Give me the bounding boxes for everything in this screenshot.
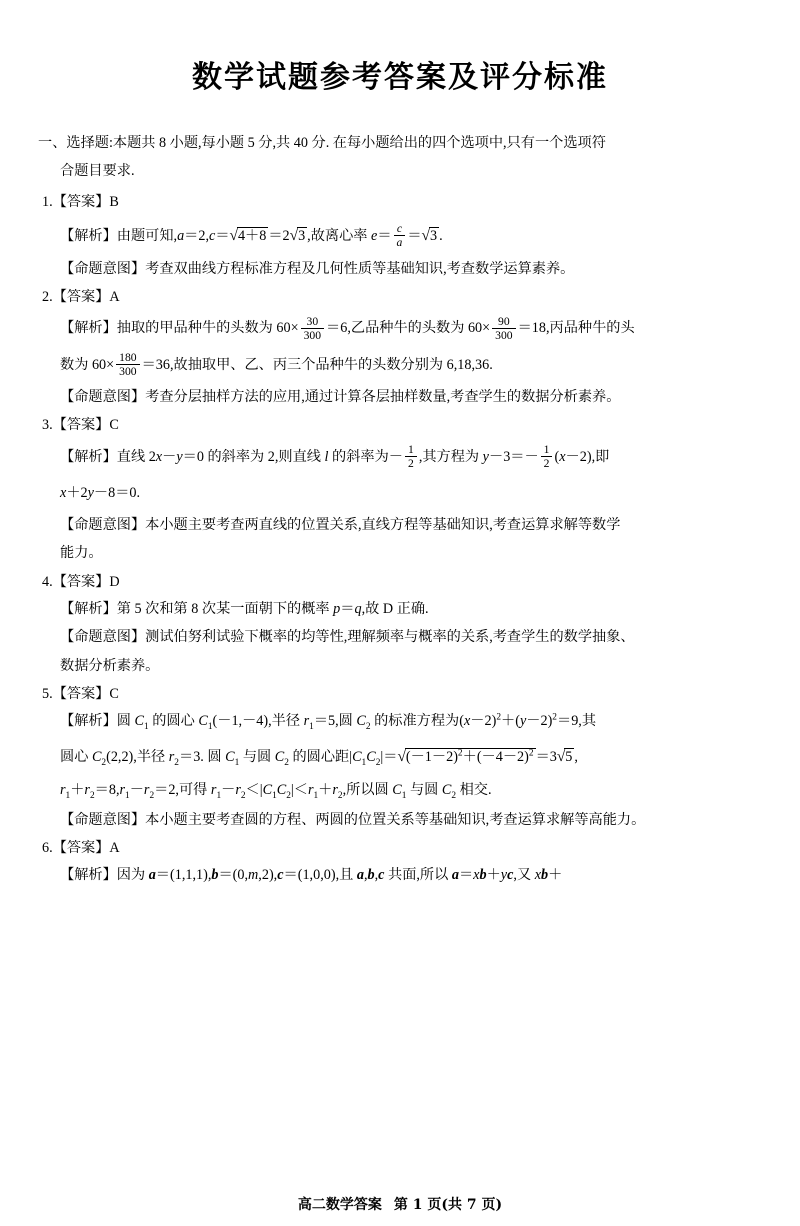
solution-line: 【解析】第 5 次和第 8 次某一面朝下的概率 p＝q,故 D 正确. <box>60 601 429 617</box>
section-heading <box>38 130 762 185</box>
intent-text: 考查双曲线方程标准方程及几何性质等基础知识,考查数学运算素养。 <box>145 260 575 277</box>
section-heading-line1: 一、选择题:本题共 8 小题,每小题 5 分,共 40 分. 在每小题给出的四个选项中,只有一个选项符 <box>38 135 606 151</box>
answer-value: A <box>109 289 120 306</box>
answer-label: 【答案】 <box>52 289 110 306</box>
answer-item-6 <box>38 835 762 890</box>
intent-line: 【命题意图】本小题主要考查两直线的位置关系,直线方程等基础知识,考查运算求解等数学 <box>60 516 621 533</box>
solution-label: 【解析】 <box>60 601 117 617</box>
solution-label: 【解析】 <box>60 448 117 465</box>
solution-line: 【解析】直线 2x－y＝0 的斜率为 2,则直线 l 的斜率为－ $\frac{1}{2}$ ,其方程为 y－3＝－ $\frac{1}{2}$ (x－2),即 <box>60 442 610 470</box>
intent-text: 考查分层抽样方法的应用,通过计算各层抽样数量,考查学生的数据分析素养。 <box>145 388 621 405</box>
solution-label: 【解析】 <box>60 713 117 730</box>
item-number: 3. <box>42 417 53 434</box>
solution-line-cont: 数为 60× $\frac{180}{300}$ ＝36,故抽取甲、乙、丙三个品种牛的头数分别为 6,18,36. <box>60 350 493 378</box>
answer-item-4 <box>38 569 762 680</box>
intent-line <box>38 383 762 411</box>
answer-line <box>38 835 762 861</box>
intent-label: 【命题意图】 <box>60 629 146 646</box>
answer-label: 【答案】 <box>52 840 110 857</box>
item-number: 6. <box>42 840 53 857</box>
solution-line: 【解析】抽取的甲品种牛的头数为 60× $\frac{30}{300}$ ＝6,乙品种牛的头数为 60× $\frac{90}{300}$ ＝18,丙品种牛的头 <box>60 314 635 342</box>
page-footer <box>0 1194 800 1214</box>
answer-value: A <box>109 840 120 857</box>
answer-value: B <box>109 194 119 211</box>
item-number: 5. <box>42 686 53 703</box>
solution-label: 【解析】 <box>60 320 117 337</box>
item-number: 2. <box>42 289 53 306</box>
answer-item-2 <box>38 284 762 411</box>
solution-line: 【解析】因为 a＝(1,1,1),b＝(0,m,2),c＝(1,0,0),且 a,b,c 共面,所以 a＝xb＋yc,又 xb＋ <box>60 867 563 884</box>
answer-label: 【答案】 <box>52 417 110 434</box>
answer-item-5 <box>38 681 762 834</box>
answer-item-1 <box>38 189 762 283</box>
answer-line <box>38 569 762 595</box>
answer-label: 【答案】 <box>52 573 110 590</box>
intent-label: 【命题意图】 <box>60 260 146 277</box>
section-heading-line2: 合题目要求. <box>60 162 135 179</box>
answer-line <box>38 189 762 215</box>
answer-item-3 <box>38 412 762 567</box>
answer-line <box>38 284 762 310</box>
item-number: 1. <box>42 194 53 211</box>
intent-label: 【命题意图】 <box>60 388 146 405</box>
answer-line <box>38 681 762 707</box>
item-number: 4. <box>42 573 53 590</box>
page-title: 数学试题参考答案及评分标准 <box>192 60 608 95</box>
footer-right: 第 1 页(共 7 页) <box>393 1197 503 1213</box>
intent-label: 【命题意图】 <box>60 811 146 828</box>
answer-label: 【答案】 <box>52 194 110 211</box>
solution-line-cont: x＋2y－8＝0. <box>60 484 141 501</box>
intent-label: 【命题意图】 <box>60 516 146 533</box>
footer-left: 高二数学答案 <box>297 1197 382 1213</box>
solution-label: 【解析】 <box>60 867 117 884</box>
intent-line <box>38 806 762 834</box>
solution-line: 【解析】圆 $C_1$ 的圆心 $C_1(-1,-4)$,半径 $r_1=5$,圆 $C_2$ 的标准方程为$(x-2)^2+(y-2)^2=9$,其 <box>60 712 597 733</box>
solution-label: 【解析】 <box>60 227 117 244</box>
solution-line-cont2: $r_1+r_2=8,r_1-r_2=2$,可得 $r_1-r_2<|C_1C_2|<r_1+r_2$,所以圆 $C_1$ 与圆 $C_2$ 相交. <box>60 782 492 802</box>
intent-text: 本小题主要考查圆的方程、两圆的位置关系等基础知识,考查运算求解等高能力。 <box>145 811 646 828</box>
answer-label: 【答案】 <box>52 686 110 703</box>
solution-line-cont: 圆心 $C_2(2,2)$,半径 $r_2=3$. 圆 $C_1$ 与圆 $C_2$ 的圆心距$|C_1C_2|=√(-1-2)^2+(-4-2)^2 =3√5$ , <box>60 748 578 768</box>
answer-sheet-page <box>0 52 800 1226</box>
answer-value: D <box>109 573 120 590</box>
intent-line <box>38 255 762 283</box>
intent-line: 【命题意图】测试伯努利试验下概率的均等性,理解频率与概率的关系,考查学生的数学抽象、 <box>60 629 635 646</box>
intent-line-cont: 数据分析素养。 <box>60 657 160 674</box>
answer-value: C <box>109 417 119 434</box>
answer-value: C <box>109 686 119 703</box>
intent-line-cont: 能力。 <box>60 545 103 562</box>
answer-line <box>38 412 762 438</box>
solution-line: 【解析】由题可知,a＝2,c＝√4＋8 ＝2√3 ,故离心率 e＝ $\frac{c}{a}$ ＝√3 . <box>60 221 443 249</box>
